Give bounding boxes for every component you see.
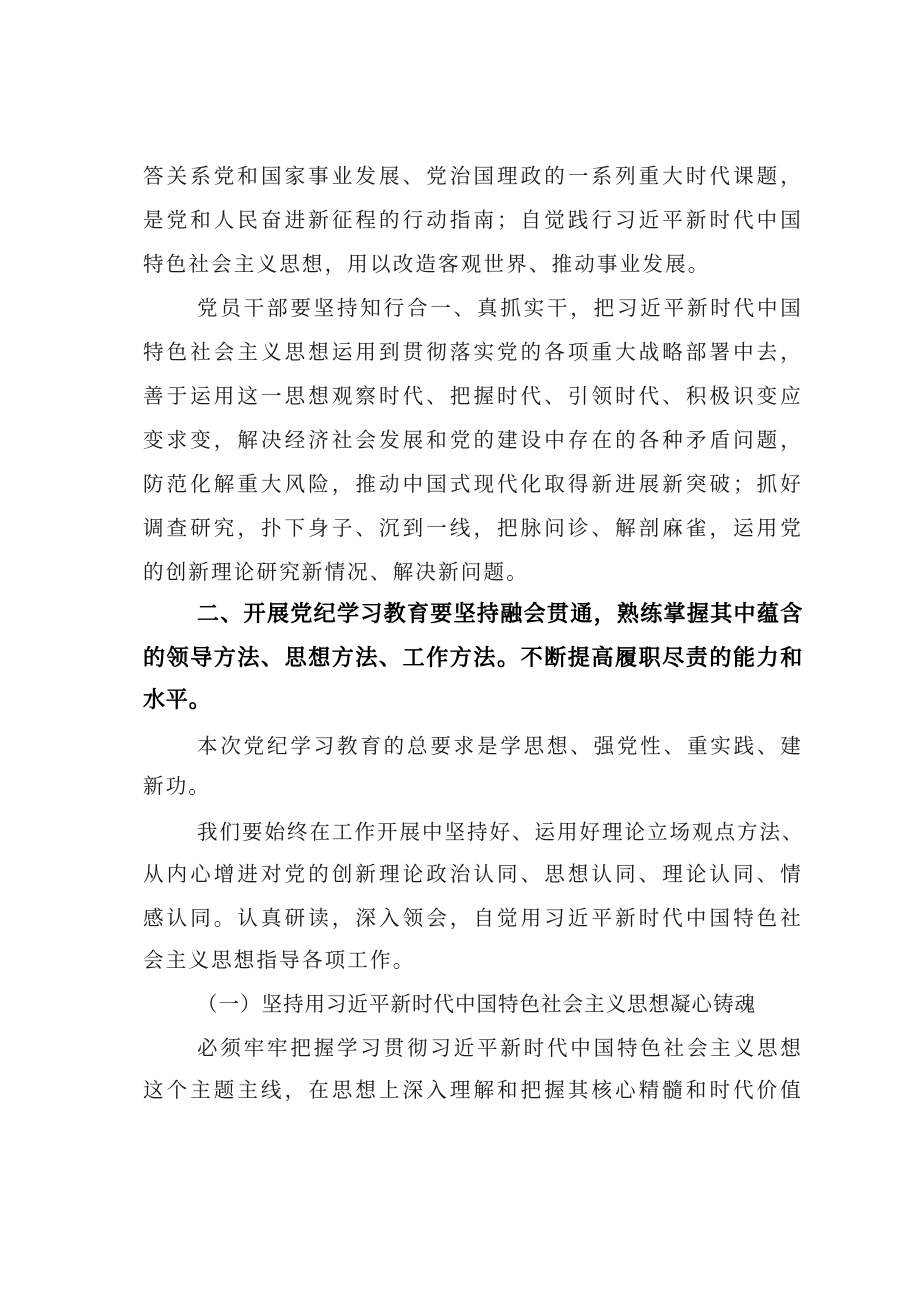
paragraph-line: 防范化解重大风险，推动中国式现代化取得新进展新突破；抓好 xyxy=(143,472,803,496)
subsection-heading-line: （一）坚持用习近平新时代中国特色社会主义思想凝心铸魂 xyxy=(197,992,756,1016)
paragraph-line: 感认同。认真研读，深入领会，自觉用习近平新时代中国特色社 xyxy=(143,906,803,930)
paragraph-line: 特色社会主义思想运用到贯彻落实党的各项重大战略部署中去， xyxy=(143,340,803,364)
paragraph-line: 调查研究，扑下身子、沉到一线，把脉问诊、解剖麻雀，运用党 xyxy=(143,516,803,540)
paragraph-line: 答关系党和国家事业发展、党治国理政的一系列重大时代课题， xyxy=(143,164,803,188)
section-heading-line: 二、开展党纪学习教育要坚持融会贯通，熟练掌握其中蕴含 xyxy=(197,602,803,627)
paragraph-line: 党员干部要坚持知行合一、真抓实干，把习近平新时代中国 xyxy=(197,296,803,320)
paragraph-line: 变求变，解决经济社会发展和党的建设中存在的各种矛盾问题， xyxy=(143,428,803,452)
paragraph-line: 我们要始终在工作开展中坚持好、运用好理论立场观点方法、 xyxy=(197,820,803,844)
paragraph-line: 特色社会主义思想，用以改造客观世界、推动事业发展。 xyxy=(143,252,711,276)
paragraph-line: 从内心增进对党的创新理论政治认同、思想认同、理论认同、情 xyxy=(143,862,803,886)
paragraph-line: 是党和人民奋进新征程的行动指南；自觉践行习近平新时代中国 xyxy=(143,208,803,232)
section-heading-line: 水平。 xyxy=(143,688,212,713)
paragraph-line: 新功。 xyxy=(143,774,212,798)
paragraph-line: 会主义思想指导各项工作。 xyxy=(143,948,416,972)
paragraph-line: 的创新理论研究新情况、解决新问题。 xyxy=(143,560,529,584)
section-heading-line: 的领导方法、思想方法、工作方法。不断提高履职尽责的能力和 xyxy=(143,646,803,671)
paragraph-line: 善于运用这一思想观察时代、把握时代、引领时代、积极识变应 xyxy=(143,384,803,408)
paragraph-line: 本次党纪学习教育的总要求是学思想、强党性、重实践、建 xyxy=(197,734,803,758)
paragraph-line: 这个主题主线，在思想上深入理解和把握其核心精髓和时代价值 xyxy=(143,1078,803,1102)
paragraph-line: 必须牢牢把握学习贯彻习近平新时代中国特色社会主义思想 xyxy=(197,1036,803,1060)
